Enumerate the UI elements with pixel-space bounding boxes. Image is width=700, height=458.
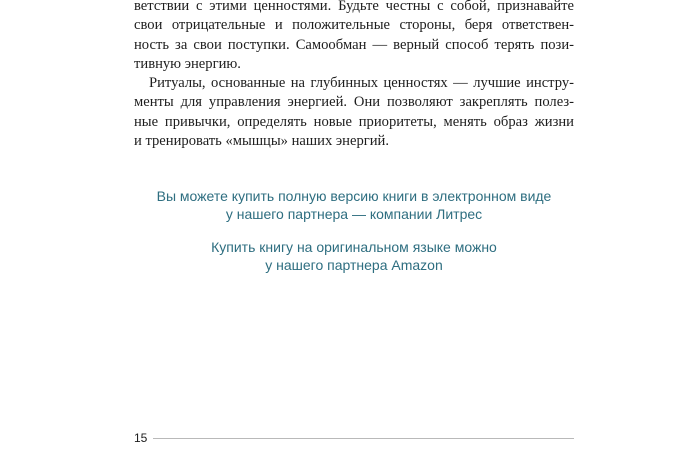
page-footer (134, 430, 574, 446)
text-line: Ритуалы, основанные на глубинных ценностях — лучшие инстру- (149, 75, 574, 92)
text-line: ные привычки, определять новые приоритеты, менять образ жизни (134, 113, 574, 130)
page-number: 15 (134, 431, 148, 445)
litres-link-line-1[interactable]: Вы можете купить полную версию книги в электронном виде (156, 188, 552, 204)
paragraph-2 (134, 74, 574, 151)
body-text (134, 0, 574, 151)
amazon-promo (134, 238, 574, 274)
litres-promo (134, 187, 574, 223)
text-line: свои отрицательные и положительные стороны, беря ответствен- (134, 17, 574, 34)
text-line: ветствии с этими ценностями. Будьте честны с собой, признавайте (134, 0, 574, 14)
paragraph-1 (134, 0, 574, 74)
footer-divider (153, 438, 574, 439)
text-line: менты для управления энергией. Они позволяют закреплять полез- (134, 94, 574, 111)
amazon-link-line-1[interactable]: Купить книгу на оригинальном языке можно (211, 239, 497, 255)
litres-link-line-2[interactable]: у нашего партнера — компании Литрес (225, 206, 483, 222)
text-line: и тренировать «мышцы» наших энергий. (134, 133, 389, 150)
text-line: ность за свои поступки. Самообман — верный способ терять пози- (134, 36, 574, 53)
text-line: тивную энергию. (134, 55, 241, 72)
amazon-link-line-2[interactable]: у нашего партнера Amazon (265, 257, 443, 273)
